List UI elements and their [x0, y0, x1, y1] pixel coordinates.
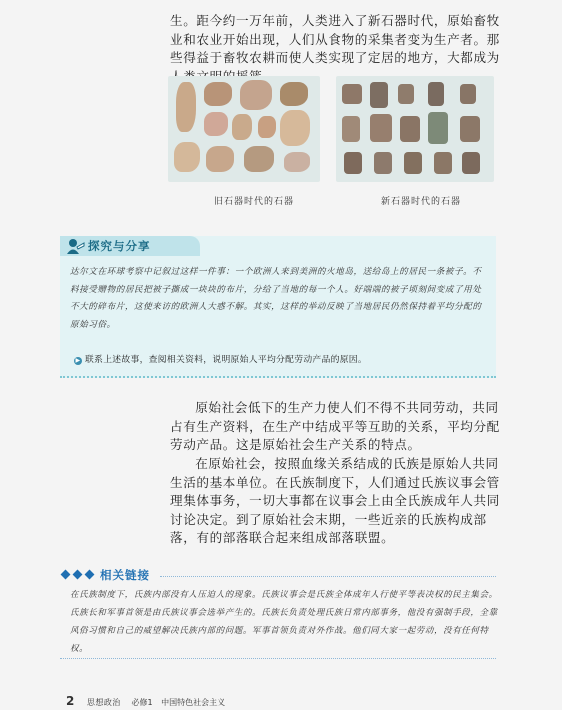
- paleolithic-tools-photo: [168, 76, 320, 182]
- footer-subtitle: 中国特色社会主义: [161, 698, 226, 707]
- intro-paragraph: 生。距今约一万年前，人类进入了新石器时代，原始畜牧业和农业开始出现，人们从食物的采集者变为生产者。那些得益于畜牧农耕而使人类实现了定居的地方，大都成为: [170, 13, 500, 65]
- divider: [160, 576, 496, 577]
- footer-volume: 必修1: [131, 698, 153, 707]
- body-paragraph-1: 原始社会低下的生产力使人们不得不共同劳动，共同占有生产资料，在生产中结成平等互助的关系，平均分配劳动产品。这是原始社会生产关系的特点。: [170, 400, 500, 452]
- explore-task-text: 联系上述故事，查阅相关资料，说明原始人平均分配劳动产品的原因。: [85, 355, 368, 365]
- neolithic-caption: 新石器时代的石器: [381, 197, 462, 207]
- related-links-title: 相关链接: [100, 568, 150, 582]
- neolithic-tools-photo: [336, 76, 494, 182]
- explore-story-text: 达尔文在环球考察中记叙过这样一件事：一个欧洲人来到美洲的火地岛，送给岛上的居民一条被子。不料接受赠物的居民把被子撕成一块块的布片，分给了当地的每一个人。好端端的被子顷刻间变成了用处不大的碎布片，这使来访的欧洲人大惑不解。其实，这样的举动反映了当地居民仍然保持着平均分配的原始习俗。: [70, 267, 482, 330]
- divider: [60, 658, 496, 659]
- student-icon: [64, 237, 86, 255]
- page-number: 2: [66, 694, 75, 708]
- page-footer: [66, 694, 225, 708]
- explore-share-tab: [60, 236, 200, 256]
- explore-task: [74, 352, 367, 365]
- body-paragraph-2: 在原始社会，按照血缘关系结成的氏族是原始人共同生活的基本单位。在氏族制度下，人们通过氏族议事会管理集体事务，一切大事都在议事会上由全氏族成年人共同讨论决定。到了原始社会末期，一些近亲的氏族构成部落，有的部落联合起来组成部落联盟。: [170, 456, 500, 545]
- diamond-icon: [73, 570, 83, 580]
- footer-book-title: 思想政治: [86, 698, 121, 707]
- diamond-icon: [61, 570, 71, 580]
- paleolithic-caption: 旧石器时代的石器: [214, 197, 295, 207]
- explore-share-title: 探究与分享: [88, 239, 151, 253]
- explore-share-box: [60, 236, 496, 378]
- diamond-icon: [85, 570, 95, 580]
- bullet-icon: ▶: [75, 357, 81, 364]
- related-links-text: 在氏族制度下，氏族内部没有人压迫人的现象。氏族议事会是氏族全体成年人行使平等表决权的民主集会。氏族长和军事首领是由氏族议事会选举产生的。氏族长负责处理氏族日常内部事务，他没有强制手段，全靠风俗习惯和自己的威望解决氏族内部的问题。军事首领负责对外作战。他们同大家一起劳动，没有任何特权。: [70, 590, 498, 654]
